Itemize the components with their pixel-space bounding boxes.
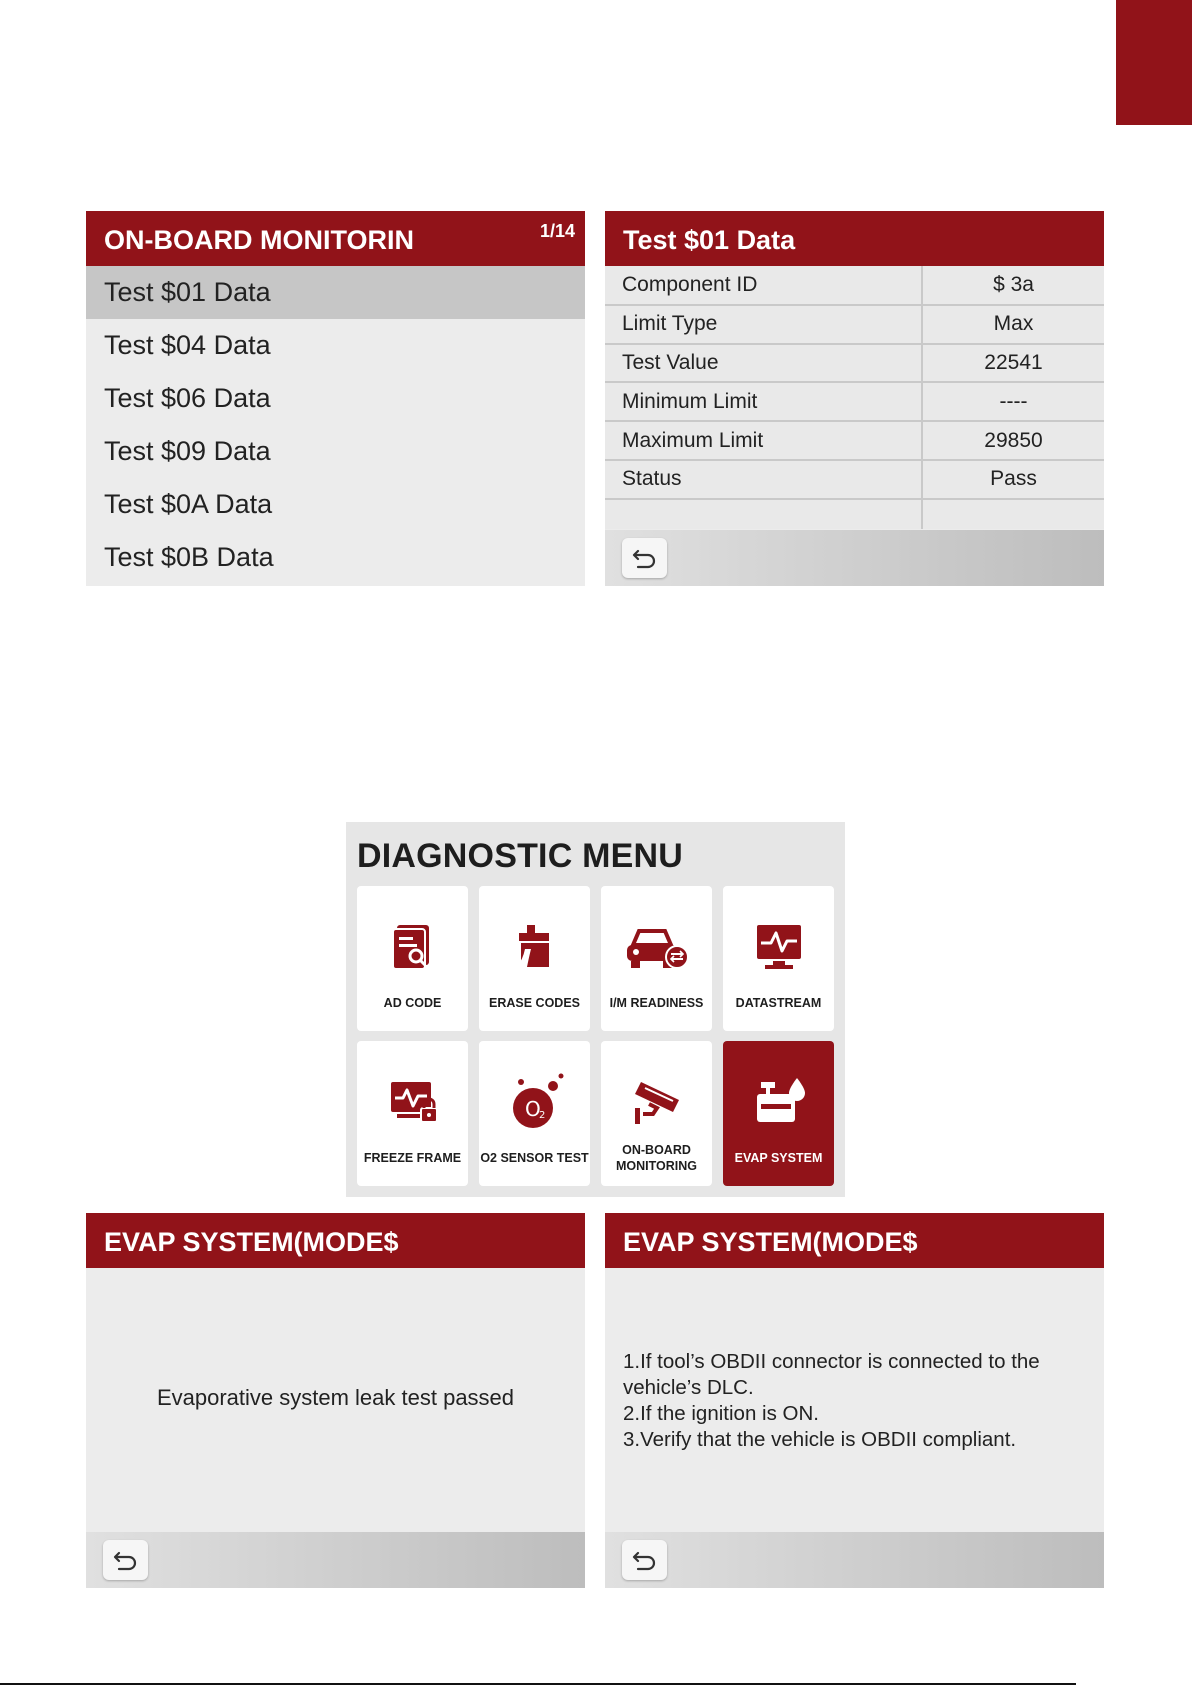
menu-title: DIAGNOSTIC MENU: [357, 837, 683, 875]
tile-onboard-monitoring[interactable]: [601, 1041, 712, 1186]
screen-footer: [605, 1532, 1104, 1588]
o2-sensor-icon: [479, 1067, 590, 1137]
table-row-empty: [605, 499, 1104, 529]
screen-title: Test $01 Data: [623, 225, 796, 255]
list-item-test-09[interactable]: Test $09 Data: [104, 436, 271, 466]
tile-label: AD CODE: [383, 996, 442, 1010]
row-key: Test Value: [605, 344, 922, 383]
table-row: [605, 421, 1104, 460]
table-row: [605, 266, 1104, 305]
read-code-icon: [357, 912, 468, 982]
tile-im-readiness[interactable]: [601, 886, 712, 1031]
row-value: Pass: [922, 460, 1104, 499]
evap-check-screen: [605, 1213, 1104, 1588]
tile-label: I/M READINESS: [609, 996, 704, 1010]
test-data-table: [605, 266, 1104, 529]
instruction-line: 1.If tool’s OBDII connector is connected to the vehicle’s DLC.: [623, 1350, 1040, 1399]
row-value: 29850: [922, 421, 1104, 460]
list-item-test-01[interactable]: Test $01 Data: [86, 266, 585, 319]
screen-footer: [86, 1532, 585, 1588]
back-arrow-icon: [632, 547, 658, 569]
diagnostic-menu-screen: [346, 822, 845, 1197]
screen-title: ON-BOARD MONITORIN: [104, 225, 414, 255]
svg-text:2: 2: [538, 1110, 545, 1121]
instruction-line: 2.If the ignition is ON.: [623, 1402, 819, 1425]
tile-label: ON-BOARD MONITORING: [615, 1143, 698, 1173]
list-item-test-06[interactable]: Test $06 Data: [104, 383, 271, 413]
back-button[interactable]: [622, 538, 667, 578]
row-value: Max: [922, 305, 1104, 344]
screen-header: [605, 211, 1104, 266]
table-row: [605, 305, 1104, 344]
fuel-tank-icon: [723, 1067, 834, 1137]
tile-label: EVAP SYSTEM: [734, 1151, 823, 1165]
test-data-screen: [605, 211, 1104, 586]
tile-label: O2 SENSOR TEST: [480, 1151, 589, 1165]
row-key: Limit Type: [605, 305, 922, 344]
back-button[interactable]: [103, 1540, 148, 1580]
screen-header: [605, 1213, 1104, 1268]
tile-label: ERASE CODES: [489, 996, 580, 1010]
screen-title: EVAP SYSTEM(MODE$: [104, 1227, 399, 1257]
row-key: Component ID: [605, 266, 922, 305]
car-readiness-icon: [601, 912, 712, 982]
list-item-test-04[interactable]: Test $04 Data: [104, 330, 271, 360]
table-row: [605, 344, 1104, 383]
eraser-icon: [479, 912, 590, 982]
screen-title: EVAP SYSTEM(MODE$: [623, 1227, 918, 1257]
instruction-line: 3.Verify that the vehicle is OBDII compliant.: [623, 1428, 1017, 1451]
list-item-test-0a[interactable]: Test $0A Data: [104, 489, 273, 519]
chapter-tab: [1116, 0, 1192, 125]
screen-header: [86, 211, 585, 266]
list-item-test-0b[interactable]: Test $0B Data: [104, 542, 274, 572]
result-message: Evaporative system leak test passed: [156, 1385, 515, 1410]
freeze-frame-icon: [357, 1067, 468, 1137]
table-row: [605, 460, 1104, 499]
monitor-wave-icon: [723, 912, 834, 982]
page-counter: 1/14: [539, 221, 575, 241]
evap-result-screen: [86, 1213, 585, 1588]
tile-read-code[interactable]: [357, 886, 468, 1031]
row-key: Status: [605, 460, 922, 499]
tile-freeze-frame[interactable]: [357, 1041, 468, 1186]
screen-footer: [605, 530, 1104, 586]
tile-label: DATASTREAM: [735, 996, 822, 1010]
tile-erase-codes[interactable]: [479, 886, 590, 1031]
row-value: ----: [922, 382, 1104, 421]
svg-text:O: O: [524, 1097, 541, 1121]
camera-icon: [601, 1067, 712, 1137]
screen-header: [86, 1213, 585, 1268]
back-button[interactable]: [622, 1540, 667, 1580]
tile-datastream[interactable]: [723, 886, 834, 1031]
onboard-monitoring-screen: [86, 211, 585, 586]
row-value: 22541: [922, 344, 1104, 383]
table-row: [605, 382, 1104, 421]
tile-evap-system[interactable]: [723, 1041, 834, 1186]
row-key: Maximum Limit: [605, 421, 922, 460]
instruction-text: [623, 1349, 1093, 1453]
tile-label: FREEZE FRAME: [363, 1151, 462, 1165]
tile-o2-sensor[interactable]: [479, 1041, 590, 1186]
back-arrow-icon: [113, 1549, 139, 1571]
row-key: Minimum Limit: [605, 382, 922, 421]
row-value: $ 3a: [922, 266, 1104, 305]
back-arrow-icon: [632, 1549, 658, 1571]
